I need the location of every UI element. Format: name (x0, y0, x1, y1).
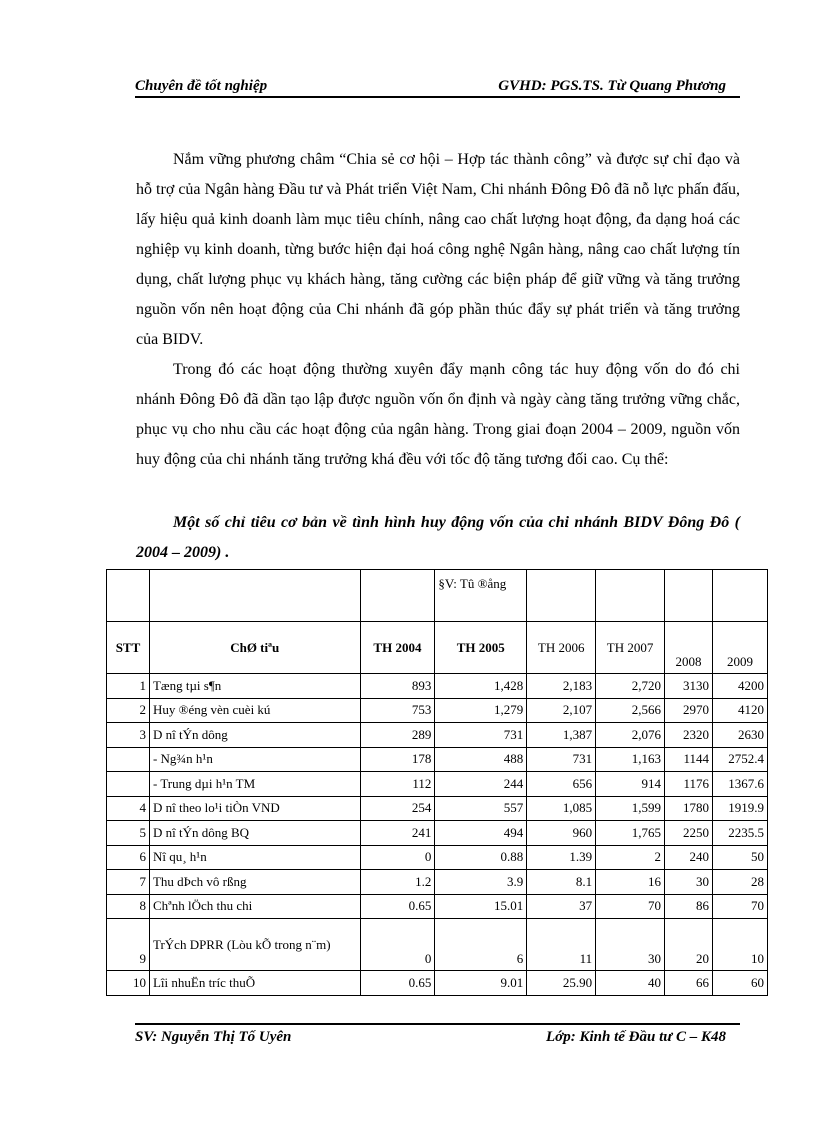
cell-value: 289 (360, 723, 435, 748)
cell-value: 656 (527, 772, 596, 797)
cell-value: 60 (712, 971, 767, 996)
cell-value: 2,566 (596, 698, 665, 723)
cell-value: 0.65 (360, 894, 435, 919)
cell-stt: 3 (107, 723, 150, 748)
cell-stt: 9 (107, 919, 150, 971)
cell-value: 8.1 (527, 870, 596, 895)
table-row (107, 894, 768, 919)
header-advisor: GVHD: PGS.TS. Từ Quang Phương (498, 78, 726, 94)
cell-value: 1,428 (435, 674, 527, 699)
table-row (107, 772, 768, 797)
table-caption: Một số chỉ tiêu cơ bản về tình hình huy động vốn của chi nhánh BIDV Đông Đô ( 2004 – 2009) . (136, 514, 740, 561)
page-header (135, 74, 740, 96)
cell-value: 914 (596, 772, 665, 797)
header-2009: 2009 (712, 622, 767, 674)
cell-stt: 5 (107, 821, 150, 846)
table-unit-row (107, 570, 768, 622)
cell-value: 2,720 (596, 674, 665, 699)
cell-value: 1144 (665, 747, 713, 772)
cell-indicator: Chªnh lÖch thu chi (149, 894, 360, 919)
cell-value: 2 (596, 845, 665, 870)
cell-indicator: D nî tÝn dông (149, 723, 360, 748)
cell-value: 240 (665, 845, 713, 870)
cell-indicator: Lîi nhuËn tríc thuÕ (149, 971, 360, 996)
cell-value: 0.88 (435, 845, 527, 870)
header-2008: 2008 (665, 622, 713, 674)
cell-value: 960 (527, 821, 596, 846)
cell-stt (107, 772, 150, 797)
cell-value: 66 (665, 971, 713, 996)
cell-value: 753 (360, 698, 435, 723)
cell-indicator: D nî theo lo¹i tiÒn VND (149, 796, 360, 821)
cell-value: 1,279 (435, 698, 527, 723)
cell-value: 1780 (665, 796, 713, 821)
cell-indicator: Thu dÞch vô rßng (149, 870, 360, 895)
cell-value: 25.90 (527, 971, 596, 996)
cell-stt: 2 (107, 698, 150, 723)
table-row (107, 870, 768, 895)
cell-value: 893 (360, 674, 435, 699)
cell-value: 1,387 (527, 723, 596, 748)
cell-value: 2630 (712, 723, 767, 748)
cell-value: 9.01 (435, 971, 527, 996)
header-divider (135, 96, 740, 98)
cell-value: 1919.9 (712, 796, 767, 821)
cell-value: 557 (435, 796, 527, 821)
table-row (107, 821, 768, 846)
cell-value: 4120 (712, 698, 767, 723)
cell-indicator: - Ng¾n h¹n (149, 747, 360, 772)
cell-value: 1367.6 (712, 772, 767, 797)
cell-value: 0 (360, 845, 435, 870)
cell-stt: 6 (107, 845, 150, 870)
cell-stt: 8 (107, 894, 150, 919)
cell-indicator: TrÝch DPRR (Lòu kÕ trong n¨m) (149, 919, 360, 971)
cell-value: 112 (360, 772, 435, 797)
table-row (107, 698, 768, 723)
cell-value: 2235.5 (712, 821, 767, 846)
cell-value: 0 (360, 919, 435, 971)
paragraph-2: Trong đó các hoạt động thường xuyên đẩy mạnh công tác huy động vốn do đó chi nhánh Đông Đô đã dần tạo lập được nguồn vốn ổn định và ngày càng tăng trưởng vững chắc, phục vụ cho nhu cầu các hoạt động của ngân hàng. Trong giai đoạn 2004 – 2009, nguồn vốn huy động của chi nhánh tăng trưởng khá đều với tốc độ tăng tương đối cao. Cụ thể: (136, 361, 740, 468)
table-row (107, 723, 768, 748)
cell-value: 2970 (665, 698, 713, 723)
cell-value: 50 (712, 845, 767, 870)
cell-value: 70 (712, 894, 767, 919)
table-row (107, 845, 768, 870)
cell-value: 254 (360, 796, 435, 821)
cell-value: 1.39 (527, 845, 596, 870)
cell-value: 241 (360, 821, 435, 846)
cell-stt: 10 (107, 971, 150, 996)
cell-value: 20 (665, 919, 713, 971)
cell-value: 40 (596, 971, 665, 996)
cell-stt: 1 (107, 674, 150, 699)
cell-value: 15.01 (435, 894, 527, 919)
cell-value: 488 (435, 747, 527, 772)
header-indicator: ChØ tiªu (149, 622, 360, 674)
table-row (107, 971, 768, 996)
cell-value: 2250 (665, 821, 713, 846)
cell-value: 1.2 (360, 870, 435, 895)
table-row (107, 796, 768, 821)
cell-value: 16 (596, 870, 665, 895)
table-row (107, 747, 768, 772)
cell-value: 6 (435, 919, 527, 971)
cell-value: 4200 (712, 674, 767, 699)
cell-indicator: Nî qu¸ h¹n (149, 845, 360, 870)
cell-value: 2,076 (596, 723, 665, 748)
table-body (107, 674, 768, 996)
header-stt: STT (107, 622, 150, 674)
table-row (107, 674, 768, 699)
cell-stt: 4 (107, 796, 150, 821)
table-row (107, 919, 768, 971)
cell-value: 70 (596, 894, 665, 919)
cell-value: 3.9 (435, 870, 527, 895)
cell-value: 1,765 (596, 821, 665, 846)
header-th2005: TH 2005 (435, 622, 527, 674)
cell-indicator: D nî tÝn dông BQ (149, 821, 360, 846)
footer-class: Lớp: Kinh tế Đầu tư C – K48 (546, 1029, 726, 1045)
cell-value: 30 (665, 870, 713, 895)
header-th2006: TH 2006 (527, 622, 596, 674)
table-header-row (107, 622, 768, 674)
cell-stt: 7 (107, 870, 150, 895)
footer-divider (135, 1023, 740, 1025)
cell-value: 2,107 (527, 698, 596, 723)
cell-value: 28 (712, 870, 767, 895)
cell-value: 30 (596, 919, 665, 971)
cell-value: 1,163 (596, 747, 665, 772)
cell-value: 244 (435, 772, 527, 797)
header-course-title: Chuyên đề tốt nghiệp (135, 78, 268, 94)
footer-student: SV: Nguyễn Thị Tố Uyên (135, 1029, 292, 1045)
cell-value: 37 (527, 894, 596, 919)
cell-indicator: - Trung dµi h¹n TM (149, 772, 360, 797)
cell-value: 3130 (665, 674, 713, 699)
page-footer (135, 1027, 740, 1049)
cell-value: 731 (527, 747, 596, 772)
cell-value: 11 (527, 919, 596, 971)
cell-value: 731 (435, 723, 527, 748)
cell-value: 1176 (665, 772, 713, 797)
paragraph-1: Nắm vững phương châm “Chia sẻ cơ hội – Hợp tác thành công” và được sự chỉ đạo và hỗ trợ của Ngân hàng Đầu tư và Phát triển Việt Nam, Chi nhánh Đông Đô đã nỗ lực phấn đấu, lấy hiệu quả kinh doanh làm mục tiêu chính, nâng cao chất lượng hoạt động, đa dạng hoá các nghiệp vụ kinh doanh, từng bước hiện đại hoá công nghệ Ngân hàng, nâng cao chất lượng tín dụng, chất lượng phục vụ khách hàng, tăng cường các biện pháp để giữ vững và tăng trưởng nguồn vốn nên hoạt động của Chi nhánh đã góp phần thúc đẩy sự phát triển và tăng trưởng của BIDV. (136, 151, 740, 348)
cell-value: 1,599 (596, 796, 665, 821)
header-th2007: TH 2007 (596, 622, 665, 674)
cell-value: 2320 (665, 723, 713, 748)
cell-value: 494 (435, 821, 527, 846)
cell-value: 178 (360, 747, 435, 772)
cell-value: 2752.4 (712, 747, 767, 772)
cell-stt (107, 747, 150, 772)
cell-value: 86 (665, 894, 713, 919)
cell-value: 2,183 (527, 674, 596, 699)
cell-value: 0.65 (360, 971, 435, 996)
capital-mobilization-table (106, 569, 768, 996)
cell-value: 10 (712, 919, 767, 971)
cell-value: 1,085 (527, 796, 596, 821)
cell-indicator: Tæng tµi s¶n (149, 674, 360, 699)
unit-label: §V: Tû ®ång (435, 570, 527, 622)
cell-indicator: Huy ®éng vèn cuèi kú (149, 698, 360, 723)
header-th2004: TH 2004 (360, 622, 435, 674)
